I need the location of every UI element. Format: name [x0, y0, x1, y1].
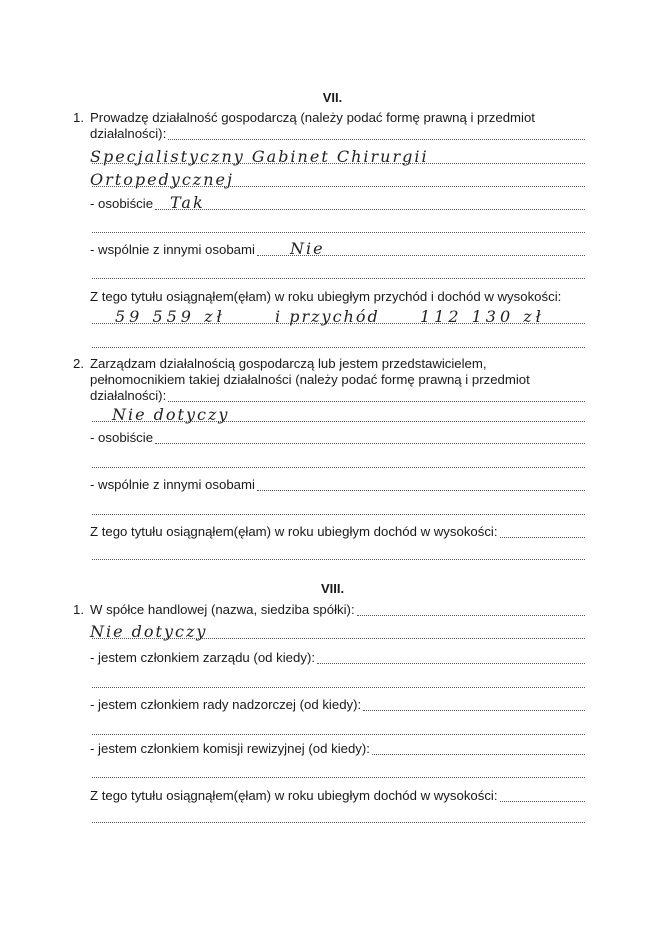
item-number: 1.	[73, 110, 84, 125]
item-text: W spółce handlowej (nazwa, siedziba spółki):	[90, 602, 355, 617]
blank-field[interactable]	[92, 220, 585, 233]
blank-row	[90, 219, 585, 235]
label: - osobiście	[90, 196, 154, 211]
personally-row	[90, 193, 585, 212]
blank-field[interactable]	[92, 675, 585, 688]
personally-row	[90, 430, 585, 446]
label: - jestem członkiem zarządu (od kiedy):	[90, 650, 315, 665]
label: - jestem członkiem rady nadzorczej (od kiedy):	[90, 697, 362, 712]
supervisory-row	[90, 697, 585, 713]
board-row	[90, 650, 585, 666]
jointly-field[interactable]	[257, 478, 585, 491]
handwritten-answer: Specjalistyczny Gabinet Chirurgii	[90, 147, 429, 166]
jointly-row	[90, 477, 585, 493]
label: Z tego tytułu osiągnąłem(ęłam) w roku ubiegłym dochód w wysokości:	[90, 788, 498, 803]
blank-row	[90, 809, 585, 825]
income-row	[90, 788, 585, 804]
income-row	[90, 524, 585, 540]
item-text: działalności):	[90, 388, 167, 403]
handwritten-personally: Tak	[170, 193, 205, 212]
management-field[interactable]	[168, 389, 585, 402]
item-1-line1	[73, 110, 585, 126]
audit-field[interactable]	[372, 742, 585, 755]
item-1-line1	[73, 602, 585, 618]
board-field[interactable]	[317, 651, 585, 664]
business-field[interactable]	[168, 127, 585, 140]
blank-row	[90, 454, 585, 470]
handwritten-answer: Nie dotyczy	[90, 622, 208, 641]
section-heading-viii: VIII.	[320, 581, 345, 596]
blank-field[interactable]	[92, 502, 585, 515]
supervisory-field[interactable]	[363, 698, 585, 711]
blank-row	[90, 764, 585, 780]
label: - osobiście	[90, 430, 154, 445]
item-number: 2.	[73, 356, 84, 371]
blank-field[interactable]	[92, 722, 585, 735]
handwritten-income-text: i przychód	[275, 307, 380, 326]
personally-field[interactable]	[155, 197, 585, 210]
blank-row	[90, 265, 585, 281]
jointly-row	[90, 239, 585, 258]
blank-field[interactable]	[92, 335, 585, 348]
item-2-line2	[90, 372, 585, 388]
item-1-line2	[90, 126, 585, 142]
item-number: 1.	[73, 602, 84, 617]
handwritten-answer: Nie dotyczy	[112, 405, 230, 424]
blank-row	[90, 721, 585, 737]
blank-row	[90, 501, 585, 517]
blank-field[interactable]	[92, 765, 585, 778]
blank-row	[90, 334, 585, 350]
income-field[interactable]	[500, 789, 585, 802]
blank-field[interactable]	[92, 547, 585, 560]
label: - wspólnie z innymi osobami	[90, 242, 255, 257]
item-2-line3	[90, 388, 585, 404]
company-field[interactable]	[357, 603, 585, 616]
item-2-line1	[73, 356, 585, 372]
item-text: Zarządzam działalnością gospodarczą lub jestem przedstawicielem,	[90, 356, 487, 371]
income-row	[90, 289, 585, 305]
blank-field[interactable]	[92, 455, 585, 468]
handwritten-income: 59 559 zł	[115, 307, 226, 326]
label: Z tego tytułu osiągnąłem(ęłam) w roku ubiegłym dochód w wysokości:	[90, 524, 498, 539]
item-text: działalności):	[90, 126, 167, 141]
label: - jestem członkiem komisji rewizyjnej (od kiedy):	[90, 741, 370, 756]
income-field[interactable]	[500, 525, 585, 538]
blank-row	[90, 546, 585, 562]
item-text: pełnomocnikiem takiej działalności (należy podać formę prawną i przedmiot	[90, 372, 530, 387]
handwritten-jointly: Nie	[290, 239, 325, 258]
blank-row	[90, 674, 585, 690]
handwritten-revenue: 112 130 zł	[420, 307, 545, 326]
handwritten-answer-2: Ortopedycznej	[90, 170, 234, 189]
blank-field[interactable]	[92, 810, 585, 823]
section-heading-vii: VII.	[322, 90, 343, 105]
personally-field[interactable]	[155, 431, 585, 444]
label: - wspólnie z innymi osobami	[90, 477, 255, 492]
audit-row	[90, 741, 585, 757]
blank-field[interactable]	[92, 266, 585, 279]
label: Z tego tytułu osiągnąłem(ęłam) w roku ubiegłym przychód i dochód w wysokości:	[90, 289, 562, 304]
item-text: Prowadzę działalność gospodarczą (należy podać formę prawną i przedmiot	[90, 110, 535, 125]
